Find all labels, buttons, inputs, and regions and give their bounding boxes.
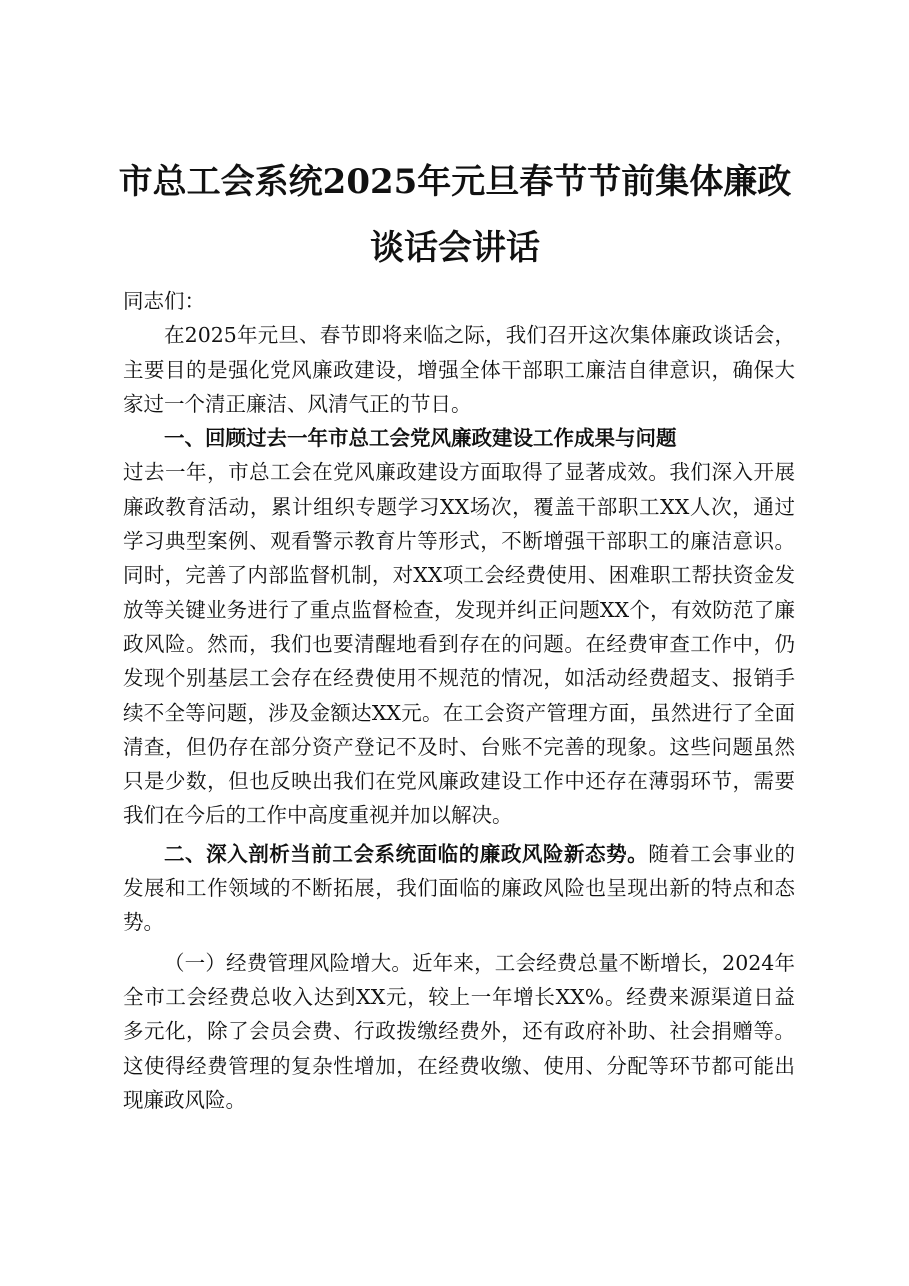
subsection-1-paragraph xyxy=(123,946,795,1117)
intro-paragraph: 在2025年元旦、春节即将来临之际，我们召开这次集体廉政谈话会，主要目的是强化党风廉政建设，增强全体干部职工廉洁自律意识，确保大家过一个清正廉洁、风清气正的节日。 xyxy=(123,323,795,416)
section-2-paragraph xyxy=(123,837,795,940)
section-1-heading xyxy=(123,421,795,455)
subsection-1-heading: （一）经费管理风险增大。 xyxy=(164,950,413,975)
section-1-body: 过去一年，市总工会在党风廉政建设方面取得了显著成效。我们深入开展廉政教育活动，累计组织专题学习XX场次，覆盖干部职工XX人次，通过学习典型案例、观看警示教育片等形式，不断增强干部职工的廉洁意识。同时，完善了内部监督机制，对XX项工会经费使用、困难职工帮扶资金发放等关键业务进行了重点监督检查，发现并纠正问题XX个，有效防范了廉政风险。然而，我们也要清醒地看到存在的问题。在经费审查工作中，仍发现个别基层工会存在经费使用不规范的情况，如活动经费超支、报销手续不全等问题，涉及金额达XX元。在工会资产管理方面，虽然进行了全面清查，但仍存在部分资产登记不及时、台账不完善的现象。这些问题虽然只是少数，但也反映出我们在党风廉政建设工作中还存在薄弱环节，需要我们在今后的工作中高度重视并加以解决。 xyxy=(123,460,795,828)
document-body xyxy=(123,284,795,1117)
section-1-heading-text: 一、回顾过去一年市总工会党风廉政建设工作成果与问题 xyxy=(164,426,677,451)
greeting: 同志们： xyxy=(123,289,205,313)
subsection-1-body: 近年来，工会经费总量不断增长，2024年全市工会经费总收入达到XX元，较上一年增长XX%。经费来源渠道日益多元化，除了会员会费、行政拨缴经费外，还有政府补助、社会捐赠等。这使得经费管理的复杂性增加，在经费收缴、使用、分配等环节都可能出现廉政风险。 xyxy=(123,950,796,1112)
section-2-heading: 二、深入剖析当前工会系统面临的廉政风险新态势。 xyxy=(164,841,649,866)
document-title-line-1: 市总工会系统2025年元旦春节节前集体廉政 xyxy=(118,162,792,202)
section-2-body: 随着工会事业的发展和工作领域的不断拓展，我们面临的廉政风险也呈现出新的特点和态势。 xyxy=(123,841,796,935)
document-title-line-2: 谈话会讲话 xyxy=(370,228,540,268)
